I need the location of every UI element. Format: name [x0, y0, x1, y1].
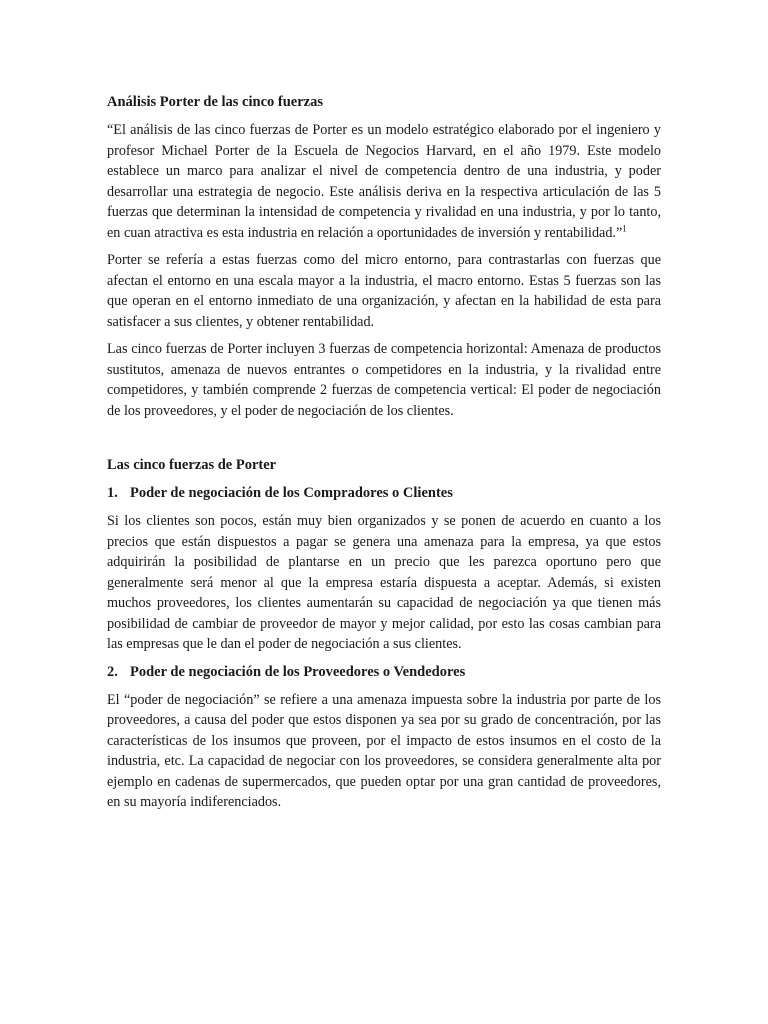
item-2-number: 2. [107, 663, 118, 680]
document-title: Análisis Porter de las cinco fuerzas [107, 94, 323, 110]
section-title: Las cinco fuerzas de Porter [107, 457, 277, 473]
item-2-title: Poder de negociación de los Proveedores o Vendedores [130, 663, 466, 680]
footnote-marker[interactable]: 1 [622, 222, 627, 233]
item-1-number: 1. [107, 485, 118, 501]
micro-entorno-paragraph: Porter se refería a estas fuerzas como del micro entorno, para contrastarlas con fuerzas que afectan el entorno en una escala mayor a la industria, el macro entorno. Estas 5 fuerzas son las que operan en el entorno inmediato de una organización, y afectan en la habilidad de esta para satisfacer a sus clientes, y obtener rentabilidad. [107, 252, 661, 330]
intro-paragraph-text: “El análisis de las cinco fuerzas de Porter es un modelo estratégico elaborado por el ingeniero y profesor Michael Porter de la Escuela de Negocios Harvard, en el año 1979. Este modelo establece un marco para analizar el nivel de competencia dentro de una industria, y poder desarrollar una estrategia de negocio. Este análisis deriva en la respectiva articulación de las 5 fuerzas que determinan la intensidad de competencia y rivalidad en una industria, y por lo tanto, en cuan atractiva es esta industria en relación a oportunidades de inversión y rentabilidad.” [107, 122, 661, 241]
fuerzas-paragraph: Las cinco fuerzas de Porter incluyen 3 fuerzas de competencia horizontal: Amenaza de productos sustitutos, amenaza de nuevos entrantes o competidores en la industria, y la rivalidad entre competidores, y también comprende 2 fuerzas de competencia vertical: El poder de negociación de los proveedores, y el poder de negociación de los clientes. [107, 341, 661, 419]
intro-paragraph [107, 120, 661, 243]
document-body [107, 92, 661, 813]
item-1-title: Poder de negociación de los Compradores o Clientes [130, 485, 453, 501]
item-2-heading [107, 662, 661, 682]
item-1-body: Si los clientes son pocos, están muy bien organizados y se ponen de acuerdo en cuanto a los precios que están dispuestos a pagar se genera una amenaza para la empresa, ya que estos adquirirán la posibilidad de plantarse en un precio que les parezca oportuno pero que generalmente será menor al que la empresa estaría dispuesta a aceptar. Además, si existen muchos proveedores, los clientes aumentarán su capacidad de negociación ya que tienen más posibilidad de cambiar de proveedor de mayor y mejor calidad, por esto las cosas cambian para las empresas que le dan el poder de negociación a sus clientes. [107, 513, 661, 652]
item-1-heading [107, 483, 661, 503]
item-2-body: El “poder de negociación” se refiere a una amenaza impuesta sobre la industria por parte de los proveedores, a causa del poder que estos disponen ya sea por su grado de concentración, por las características de los insumos que proveen, por el impacto de estos insumos en el costo de la industria, etc. La capacidad de negociar con los proveedores, se considera generalmente alta por ejemplo en cadenas de supermercados, que pueden optar por una gran cantidad de proveedores, en su mayoría indiferenciados. [107, 691, 661, 810]
